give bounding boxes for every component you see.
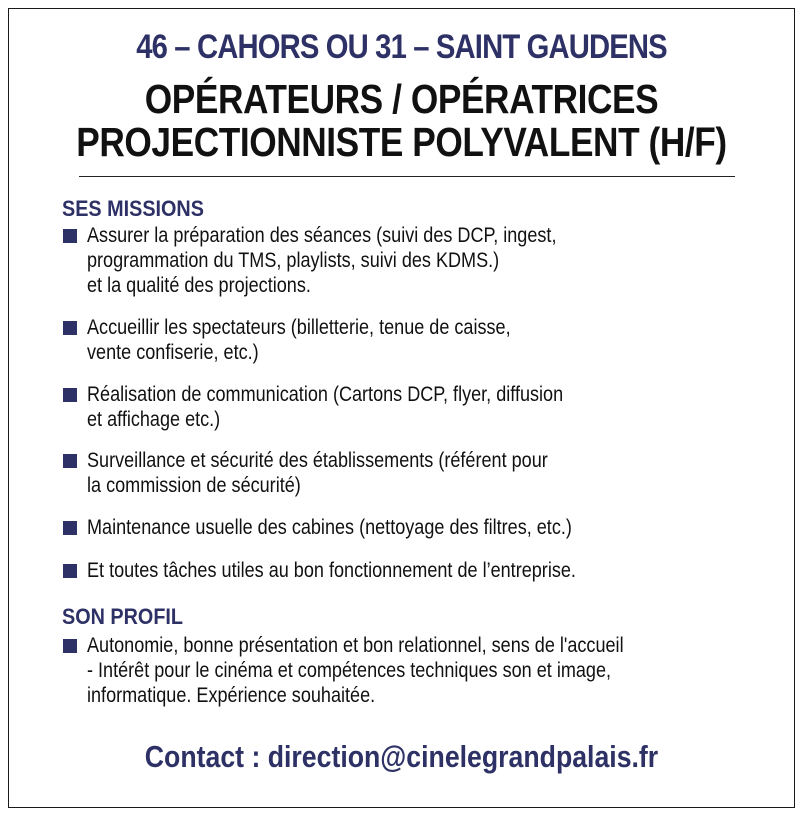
profile-item <box>63 633 803 708</box>
job-title-line-1: OPÉRATEURS / OPÉRATRICES <box>144 76 659 122</box>
mission-item-text: Maintenance usuelle des cabines (nettoyage des filtres, etc.) <box>87 516 572 539</box>
profile-item-text: Autonomie, bonne présentation et bon relationnel, sens de l'accueil - Intérêt pour le cinéma et compétences techniques son et image, informatique. Expérience souhaitée. <box>87 634 624 707</box>
bullet-square-icon <box>63 639 77 653</box>
mission-item <box>63 315 803 365</box>
missions-heading: SES MISSIONS <box>62 196 204 221</box>
mission-item-text: Et toutes tâches utiles au bon fonctionnement de l’entreprise. <box>87 559 576 582</box>
location-heading: 46 – CAHORS OU 31 – SAINT GAUDENS <box>136 28 667 66</box>
title-divider <box>79 176 735 177</box>
contact-email[interactable]: Contact : direction@cinelegrandpalais.fr <box>144 739 659 774</box>
bullet-square-icon <box>63 564 77 578</box>
profile-heading: SON PROFIL <box>62 604 184 629</box>
bullet-square-icon <box>63 321 77 335</box>
mission-item <box>63 223 803 298</box>
mission-item-text: Accueillir les spectateurs (billetterie, tenue de caisse, vente confiserie, etc.) <box>87 316 511 364</box>
bullet-square-icon <box>63 454 77 468</box>
mission-item <box>63 382 803 432</box>
mission-item <box>63 558 803 583</box>
bullet-square-icon <box>63 388 77 402</box>
job-title-line-2: PROJECTIONNISTE POLYVALENT (H/F) <box>76 119 727 165</box>
mission-item-text: Surveillance et sécurité des établissements (référent pour la commission de sécurité) <box>87 449 548 497</box>
bullet-square-icon <box>63 521 77 535</box>
bullet-square-icon <box>63 229 77 243</box>
mission-item <box>63 515 803 540</box>
job-ad-frame <box>8 8 795 808</box>
mission-item <box>63 448 803 498</box>
mission-item-text: Assurer la préparation des séances (suivi des DCP, ingest, programmation du TMS, playlists, suivi des KDMS.) et la qualité des projections. <box>87 224 557 297</box>
mission-item-text: Réalisation de communication (Cartons DCP, flyer, diffusion et affichage etc.) <box>87 383 564 431</box>
